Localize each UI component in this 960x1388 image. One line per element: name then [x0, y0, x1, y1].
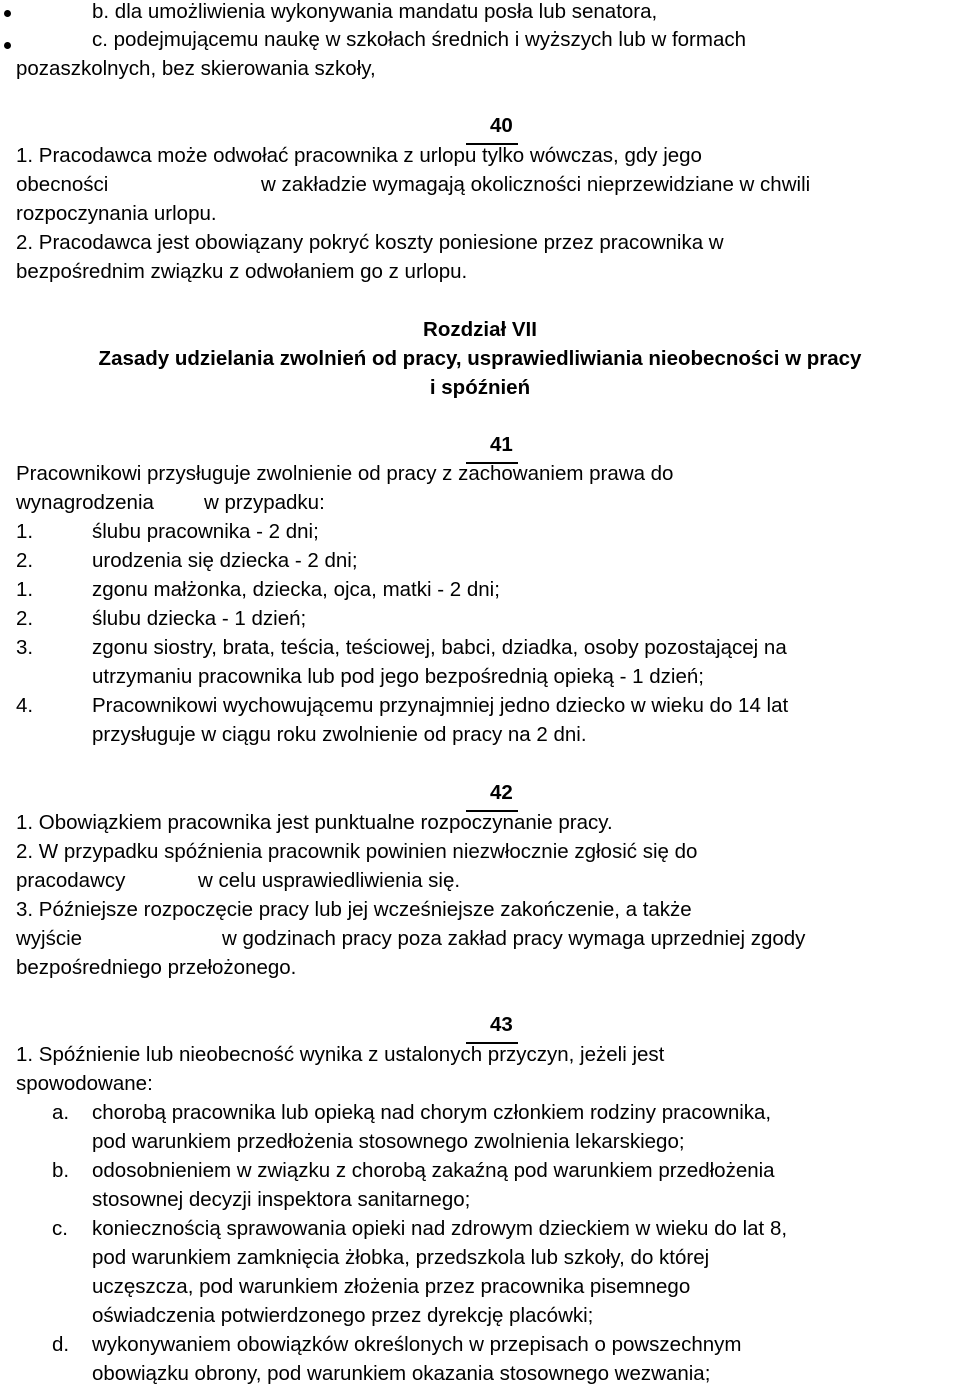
- s40-p1-line3: rozpoczynania urlopu.: [16, 202, 217, 225]
- s41-intro-line2b: w przypadku:: [204, 491, 325, 514]
- list-number: 2.: [16, 549, 34, 572]
- s40-p1-line1: 1. Pracodawca może odwołać pracownika z urlopu tylko wówczas, gdy jego: [16, 144, 702, 167]
- s43-item-text-continued: stosownej decyzji inspektora sanitarnego;: [92, 1188, 471, 1211]
- s43-p1-line1: 1. Spóźnienie lub nieobecność wynika z ustalonych przyczyn, jeżeli jest: [16, 1043, 665, 1066]
- chapter-label: Rozdział VII: [423, 318, 537, 341]
- s42-p3-line2a: wyjście: [16, 927, 83, 950]
- s41-item-text: ślubu dziecka - 1 dzień;: [92, 607, 307, 630]
- list-letter: d.: [52, 1333, 70, 1356]
- s41-item-text: zgonu siostry, brata, teścia, teściowej, babci, dziadka, osoby pozostającej na: [92, 636, 787, 659]
- s43-item-text-continued: pod warunkiem zamknięcia żłobka, przedszkola lub szkoły, do której: [92, 1246, 710, 1269]
- s43-item-text: odosobnieniem w związku z chorobą zakaźną pod warunkiem przedłożenia: [92, 1159, 775, 1182]
- s43-item-text-continued: oświadczenia potwierdzonego przez dyrekcję placówki;: [92, 1304, 594, 1327]
- s42-p3-line3: bezpośredniego przełożonego.: [16, 956, 297, 979]
- list-letter: a.: [52, 1101, 70, 1124]
- s41-item-text: ślubu pracownika - 2 dni;: [92, 520, 319, 543]
- s43-item-text-continued: uczęszcza, pod warunkiem złożenia przez pracownika pisemnego: [92, 1275, 691, 1298]
- chapter-title-line1: Zasady udzielania zwolnień od pracy, usprawiedliwiania nieobecności w pracy: [98, 347, 862, 370]
- s43-item-text: koniecznością sprawowania opieki nad zdrowym dzieckiem w wieku do lat 8,: [92, 1217, 788, 1240]
- list-letter: c.: [52, 1217, 68, 1240]
- list-number: 1.: [16, 520, 34, 543]
- s42-p1: 1. Obowiązkiem pracownika jest punktualne rozpoczynanie pracy.: [16, 811, 613, 834]
- s41-item-text: Pracownikowi wychowującemu przynajmniej jedno dziecko w wieku do 14 lat: [92, 694, 789, 717]
- s42-p2-line1: 2. W przypadku spóźnienia pracownik powinien niezwłocznie zgłosić się do: [16, 840, 698, 863]
- section-number-42-text: 42: [490, 781, 513, 804]
- section-number-41-text: 41: [490, 433, 513, 456]
- section-number-40: [470, 111, 513, 140]
- s40-p1-line2b: w zakładzie wymagają okoliczności nieprzewidziane w chwili: [261, 173, 811, 196]
- s41-intro-line1: Pracownikowi przysługuje zwolnienie od pracy z zachowaniem prawa do: [16, 462, 674, 485]
- s43-item-text: chorobą pracownika lub opieką nad chorym członkiem rodziny pracownika,: [92, 1101, 772, 1124]
- section-number-41: [470, 430, 513, 459]
- list-number: 3.: [16, 636, 34, 659]
- list-item-c: c. podejmującemu naukę w szkołach średnich i wyższych lub w formach: [92, 28, 746, 51]
- list-letter: b.: [52, 1159, 70, 1182]
- s42-p3-line1: 3. Późniejsze rozpoczęcie pracy lub jej wcześniejsze zakończenie, a także: [16, 898, 692, 921]
- s43-p1-line2: spowodowane:: [16, 1072, 153, 1095]
- s42-p2-line2b: w celu usprawiedliwienia się.: [198, 869, 461, 892]
- chapter-title-line2: i spóźnień: [429, 376, 531, 399]
- s41-item-text: zgonu małżonka, dziecka, ojca, matki - 2 dni;: [92, 578, 500, 601]
- s41-item-text: urodzenia się dziecka - 2 dni;: [92, 549, 358, 572]
- section-number-43: [470, 1010, 513, 1039]
- s43-item-text: wykonywaniem obowiązków określonych w przepisach o powszechnym: [92, 1333, 742, 1356]
- s43-item-text-continued: obowiązku obrony, pod warunkiem okazania stosownego wezwania;: [92, 1362, 711, 1385]
- s41-intro-line2a: wynagrodzenia: [16, 491, 154, 514]
- list-number: 2.: [16, 607, 34, 630]
- list-item-c-continued: pozaszkolnych, bez skierowania szkoły,: [16, 57, 376, 80]
- list-item-b: b. dla umożliwienia wykonywania mandatu posła lub senatora,: [92, 0, 658, 23]
- s43-item-text-continued: pod warunkiem przedłożenia stosownego zwolnienia lekarskiego;: [92, 1130, 685, 1153]
- list-number: 1.: [16, 578, 34, 601]
- section-number-43-text: 43: [490, 1013, 513, 1036]
- s42-p3-line2b: w godzinach pracy poza zakład pracy wymaga uprzedniej zgody: [222, 927, 806, 950]
- s42-p2-line2a: pracodawcy: [16, 869, 126, 892]
- section-number-42: [470, 778, 513, 807]
- bullet-dot: [4, 42, 11, 49]
- s41-item-text-continued: przysługuje w ciągu roku zwolnienie od pracy na 2 dni.: [92, 723, 587, 746]
- s41-item-text-continued: utrzymaniu pracownika lub pod jego bezpośrednią opieką - 1 dzień;: [92, 665, 704, 688]
- s40-p2-line1: 2. Pracodawca jest obowiązany pokryć koszty poniesione przez pracownika w: [16, 231, 724, 254]
- list-number: 4.: [16, 694, 34, 717]
- bullet-dot: [4, 10, 11, 17]
- section-number-40-text: 40: [490, 114, 513, 137]
- s40-p1-line2a: obecności: [16, 173, 109, 196]
- s40-p2-line2: bezpośrednim związku z odwołaniem go z urlopu.: [16, 260, 468, 283]
